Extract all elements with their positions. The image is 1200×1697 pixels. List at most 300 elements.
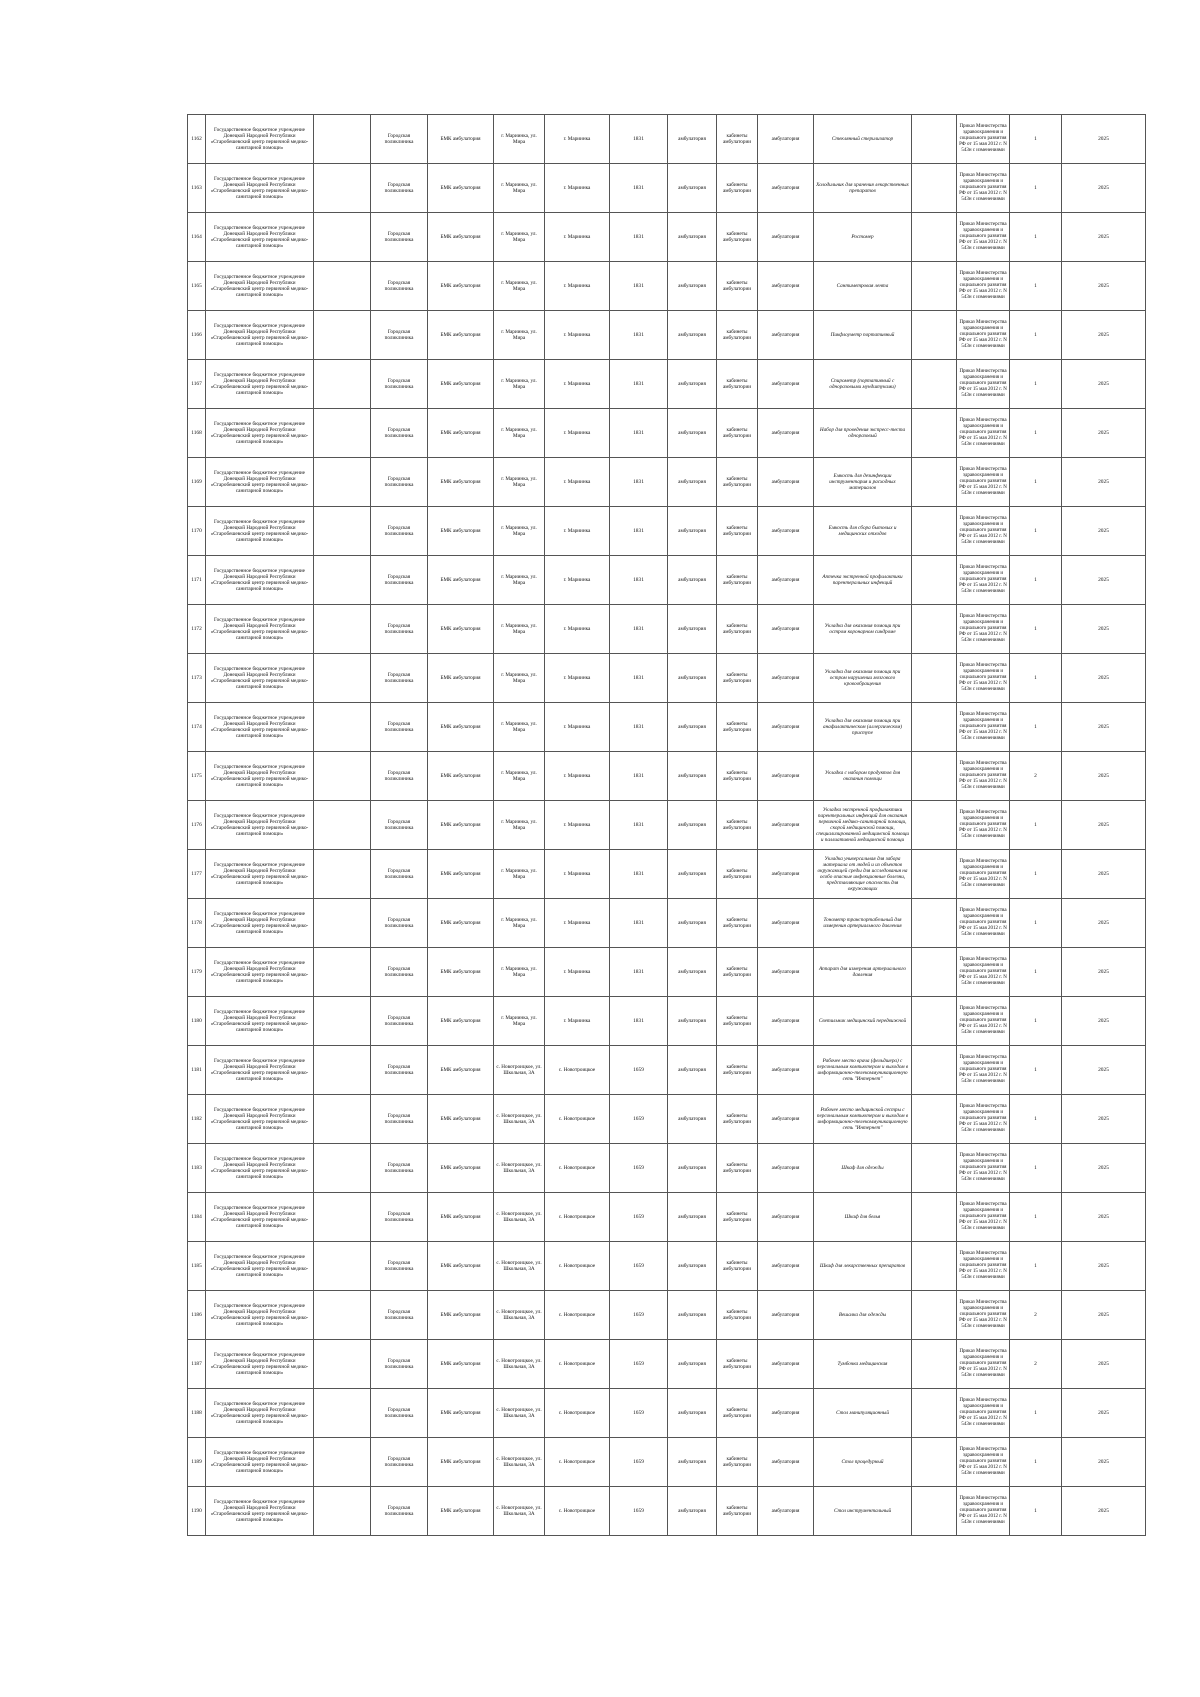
empty-cell — [314, 1144, 371, 1193]
locality-cell: г. Мариинка — [545, 801, 610, 850]
facility-type-cell: Городская поликлиника — [371, 1095, 428, 1144]
table-row — [188, 1340, 1146, 1389]
regulation-cell: Приказ Министерства здравоохранения и социального развития РФ от 15 мая 2012 г. N 543н с изменениями — [957, 409, 1010, 458]
quantity-cell: 1 — [1010, 1046, 1062, 1095]
empty-cell — [912, 115, 957, 164]
address-cell: г. Мариинка, ул. Мира — [494, 360, 545, 409]
locality-cell: с. Новотроицкое — [545, 1242, 610, 1291]
department-cell: амбулатория — [758, 1291, 814, 1340]
department-cell: амбулатория — [758, 948, 814, 997]
unit-cell: амбулатория — [668, 605, 717, 654]
organization-cell: Государственное бюджетное учреждение Донецкой Народной Республики «Старобешевский центр первичной медико-санитарной помощи» — [206, 164, 314, 213]
regulation-cell: Приказ Министерства здравоохранения и социального развития РФ от 15 мая 2012 г. N 543н с изменениями — [957, 752, 1010, 801]
year-cell: 2025 — [1062, 1095, 1146, 1144]
building-cell: БМК амбулатория — [428, 948, 494, 997]
rooms-cell: кабинеты амбулатории — [717, 311, 758, 360]
regulation-cell: Приказ Министерства здравоохранения и социального развития РФ от 15 мая 2012 г. N 543н с изменениями — [957, 1046, 1010, 1095]
organization-cell: Государственное бюджетное учреждение Донецкой Народной Республики «Старобешевский центр первичной медико-санитарной помощи» — [206, 1438, 314, 1487]
facility-type-cell: Городская поликлиника — [371, 507, 428, 556]
code-cell: 1831 — [610, 115, 668, 164]
locality-cell: г. Мариинка — [545, 115, 610, 164]
row-number-cell: 1186 — [188, 1291, 206, 1340]
locality-cell: г. Мариинка — [545, 360, 610, 409]
table-row — [188, 1487, 1146, 1536]
locality-cell: г. Мариинка — [545, 213, 610, 262]
table-row — [188, 311, 1146, 360]
empty-cell — [314, 1046, 371, 1095]
organization-cell: Государственное бюджетное учреждение Донецкой Народной Республики «Старобешевский центр первичной медико-санитарной помощи» — [206, 311, 314, 360]
facility-type-cell: Городская поликлиника — [371, 801, 428, 850]
code-cell: 1659 — [610, 1487, 668, 1536]
facility-type-cell: Городская поликлиника — [371, 311, 428, 360]
regulation-cell: Приказ Министерства здравоохранения и социального развития РФ от 15 мая 2012 г. N 543н с изменениями — [957, 507, 1010, 556]
equipment-name-cell: Укладка для оказания помощи при остром нарушении мозгового кровообращения — [814, 654, 912, 703]
quantity-cell: 1 — [1010, 1389, 1062, 1438]
equipment-name-cell: Укладка для оказания помощи при анафилактическом (аллергическом) приступе — [814, 703, 912, 752]
year-cell: 2025 — [1062, 703, 1146, 752]
equipment-name-cell: Набор для проведения экспресс-теста одноразовый — [814, 409, 912, 458]
table-row — [188, 1242, 1146, 1291]
equipment-name-cell: Шкаф для лекарственных препаратов — [814, 1242, 912, 1291]
locality-cell: с. Новотроицкое — [545, 1438, 610, 1487]
organization-cell: Государственное бюджетное учреждение Донецкой Народной Республики «Старобешевский центр первичной медико-санитарной помощи» — [206, 1242, 314, 1291]
code-cell: 1831 — [610, 409, 668, 458]
quantity-cell: 1 — [1010, 1438, 1062, 1487]
code-cell: 1659 — [610, 1193, 668, 1242]
table-row — [188, 115, 1146, 164]
rooms-cell: кабинеты амбулатории — [717, 801, 758, 850]
facility-type-cell: Городская поликлиника — [371, 605, 428, 654]
building-cell: БМК амбулатория — [428, 164, 494, 213]
unit-cell: амбулатория — [668, 1095, 717, 1144]
table-row — [188, 262, 1146, 311]
empty-cell — [912, 1487, 957, 1536]
organization-cell: Государственное бюджетное учреждение Донецкой Народной Республики «Старобешевский центр первичной медико-санитарной помощи» — [206, 458, 314, 507]
row-number-cell: 1181 — [188, 1046, 206, 1095]
building-cell: БМК амбулатория — [428, 752, 494, 801]
code-cell: 1831 — [610, 997, 668, 1046]
table-body — [188, 115, 1146, 1536]
row-number-cell: 1164 — [188, 213, 206, 262]
regulation-cell: Приказ Министерства здравоохранения и социального развития РФ от 15 мая 2012 г. N 543н с изменениями — [957, 1095, 1010, 1144]
year-cell: 2025 — [1062, 605, 1146, 654]
empty-cell — [912, 507, 957, 556]
building-cell: БМК амбулатория — [428, 899, 494, 948]
locality-cell: с. Новотроицкое — [545, 1046, 610, 1095]
empty-cell — [912, 213, 957, 262]
table-row — [188, 703, 1146, 752]
unit-cell: амбулатория — [668, 311, 717, 360]
department-cell: амбулатория — [758, 262, 814, 311]
department-cell: амбулатория — [758, 1487, 814, 1536]
empty-cell — [314, 1242, 371, 1291]
year-cell: 2025 — [1062, 1193, 1146, 1242]
rooms-cell: кабинеты амбулатории — [717, 115, 758, 164]
facility-type-cell: Городская поликлиника — [371, 262, 428, 311]
quantity-cell: 1 — [1010, 360, 1062, 409]
table-row — [188, 458, 1146, 507]
department-cell: амбулатория — [758, 458, 814, 507]
organization-cell: Государственное бюджетное учреждение Донецкой Народной Республики «Старобешевский центр первичной медико-санитарной помощи» — [206, 556, 314, 605]
quantity-cell: 1 — [1010, 997, 1062, 1046]
empty-cell — [912, 556, 957, 605]
equipment-name-cell: Емкость для сбора бытовых и медицинских отходов — [814, 507, 912, 556]
rooms-cell: кабинеты амбулатории — [717, 1193, 758, 1242]
building-cell: БМК амбулатория — [428, 1144, 494, 1193]
year-cell: 2025 — [1062, 458, 1146, 507]
locality-cell: с. Новотроицкое — [545, 1144, 610, 1193]
rooms-cell: кабинеты амбулатории — [717, 1438, 758, 1487]
empty-cell — [314, 556, 371, 605]
code-cell: 1831 — [610, 213, 668, 262]
regulation-cell: Приказ Министерства здравоохранения и социального развития РФ от 15 мая 2012 г. N 543н с изменениями — [957, 311, 1010, 360]
building-cell: БМК амбулатория — [428, 1340, 494, 1389]
unit-cell: амбулатория — [668, 1340, 717, 1389]
year-cell: 2025 — [1062, 262, 1146, 311]
unit-cell: амбулатория — [668, 507, 717, 556]
department-cell: амбулатория — [758, 801, 814, 850]
code-cell: 1831 — [610, 164, 668, 213]
row-number-cell: 1175 — [188, 752, 206, 801]
equipment-name-cell: Рабочее место медицинской сестры с персональным компьютером и выходом в информационно-телекоммуникационную сеть "Интернет" — [814, 1095, 912, 1144]
unit-cell: амбулатория — [668, 1144, 717, 1193]
empty-cell — [912, 1438, 957, 1487]
address-cell: г. Мариинка, ул. Мира — [494, 311, 545, 360]
quantity-cell: 1 — [1010, 311, 1062, 360]
code-cell: 1831 — [610, 899, 668, 948]
code-cell: 1831 — [610, 850, 668, 899]
organization-cell: Государственное бюджетное учреждение Донецкой Народной Республики «Старобешевский центр первичной медико-санитарной помощи» — [206, 899, 314, 948]
empty-cell — [314, 1095, 371, 1144]
locality-cell: г. Мариинка — [545, 850, 610, 899]
unit-cell: амбулатория — [668, 1193, 717, 1242]
rooms-cell: кабинеты амбулатории — [717, 1144, 758, 1193]
department-cell: амбулатория — [758, 409, 814, 458]
department-cell: амбулатория — [758, 703, 814, 752]
code-cell: 1659 — [610, 1340, 668, 1389]
facility-type-cell: Городская поликлиника — [371, 850, 428, 899]
quantity-cell: 1 — [1010, 507, 1062, 556]
quantity-cell: 1 — [1010, 213, 1062, 262]
building-cell: БМК амбулатория — [428, 507, 494, 556]
organization-cell: Государственное бюджетное учреждение Донецкой Народной Республики «Старобешевский центр первичной медико-санитарной помощи» — [206, 654, 314, 703]
empty-cell — [314, 801, 371, 850]
row-number-cell: 1167 — [188, 360, 206, 409]
department-cell: амбулатория — [758, 1340, 814, 1389]
organization-cell: Государственное бюджетное учреждение Донецкой Народной Республики «Старобешевский центр первичной медико-санитарной помощи» — [206, 1095, 314, 1144]
empty-cell — [314, 115, 371, 164]
rooms-cell: кабинеты амбулатории — [717, 262, 758, 311]
code-cell: 1831 — [610, 703, 668, 752]
empty-cell — [314, 654, 371, 703]
table-row — [188, 1291, 1146, 1340]
facility-type-cell: Городская поликлиника — [371, 213, 428, 262]
regulation-cell: Приказ Министерства здравоохранения и социального развития РФ от 15 мая 2012 г. N 543н с изменениями — [957, 115, 1010, 164]
empty-cell — [314, 850, 371, 899]
row-number-cell: 1182 — [188, 1095, 206, 1144]
year-cell: 2025 — [1062, 360, 1146, 409]
address-cell: с. Новотроицкое, ул. Школьная, 3А — [494, 1291, 545, 1340]
row-number-cell: 1188 — [188, 1389, 206, 1438]
table-row — [188, 1389, 1146, 1438]
building-cell: БМК амбулатория — [428, 605, 494, 654]
code-cell: 1659 — [610, 1046, 668, 1095]
department-cell: амбулатория — [758, 752, 814, 801]
facility-type-cell: Городская поликлиника — [371, 997, 428, 1046]
rooms-cell: кабинеты амбулатории — [717, 1487, 758, 1536]
quantity-cell: 1 — [1010, 262, 1062, 311]
table-row — [188, 360, 1146, 409]
organization-cell: Государственное бюджетное учреждение Донецкой Народной Республики «Старобешевский центр первичной медико-санитарной помощи» — [206, 213, 314, 262]
empty-cell — [912, 752, 957, 801]
locality-cell: г. Мариинка — [545, 948, 610, 997]
year-cell: 2025 — [1062, 948, 1146, 997]
empty-cell — [314, 605, 371, 654]
empty-cell — [912, 409, 957, 458]
department-cell: амбулатория — [758, 654, 814, 703]
organization-cell: Государственное бюджетное учреждение Донецкой Народной Республики «Старобешевский центр первичной медико-санитарной помощи» — [206, 801, 314, 850]
department-cell: амбулатория — [758, 605, 814, 654]
table-row — [188, 1046, 1146, 1095]
year-cell: 2025 — [1062, 654, 1146, 703]
empty-cell — [912, 1242, 957, 1291]
address-cell: г. Мариинка, ул. Мира — [494, 703, 545, 752]
equipment-name-cell: Шкаф для одежды — [814, 1144, 912, 1193]
equipment-name-cell: Вешалка для одежды — [814, 1291, 912, 1340]
table-row — [188, 409, 1146, 458]
locality-cell: с. Новотроицкое — [545, 1340, 610, 1389]
address-cell: г. Мариинка, ул. Мира — [494, 164, 545, 213]
code-cell: 1831 — [610, 458, 668, 507]
organization-cell: Государственное бюджетное учреждение Донецкой Народной Республики «Старобешевский центр первичной медико-санитарной помощи» — [206, 605, 314, 654]
department-cell: амбулатория — [758, 1095, 814, 1144]
organization-cell: Государственное бюджетное учреждение Донецкой Народной Республики «Старобешевский центр первичной медико-санитарной помощи» — [206, 1144, 314, 1193]
unit-cell: амбулатория — [668, 1487, 717, 1536]
building-cell: БМК амбулатория — [428, 1291, 494, 1340]
locality-cell: г. Мариинка — [545, 899, 610, 948]
organization-cell: Государственное бюджетное учреждение Донецкой Народной Республики «Старобешевский центр первичной медико-санитарной помощи» — [206, 997, 314, 1046]
empty-cell — [912, 458, 957, 507]
unit-cell: амбулатория — [668, 899, 717, 948]
empty-cell — [314, 1193, 371, 1242]
row-number-cell: 1179 — [188, 948, 206, 997]
organization-cell: Государственное бюджетное учреждение Донецкой Народной Республики «Старобешевский центр первичной медико-санитарной помощи» — [206, 1487, 314, 1536]
unit-cell: амбулатория — [668, 801, 717, 850]
quantity-cell: 2 — [1010, 752, 1062, 801]
unit-cell: амбулатория — [668, 1438, 717, 1487]
organization-cell: Государственное бюджетное учреждение Донецкой Народной Республики «Старобешевский центр первичной медико-санитарной помощи» — [206, 1389, 314, 1438]
unit-cell: амбулатория — [668, 262, 717, 311]
quantity-cell: 1 — [1010, 1193, 1062, 1242]
equipment-name-cell: Тонометр транспортабельный для измерения артериального давления — [814, 899, 912, 948]
building-cell: БМК амбулатория — [428, 1242, 494, 1291]
empty-cell — [314, 948, 371, 997]
rooms-cell: кабинеты амбулатории — [717, 997, 758, 1046]
table-row — [188, 1144, 1146, 1193]
row-number-cell: 1184 — [188, 1193, 206, 1242]
department-cell: амбулатория — [758, 1242, 814, 1291]
unit-cell: амбулатория — [668, 556, 717, 605]
regulation-cell: Приказ Министерства здравоохранения и социального развития РФ от 15 мая 2012 г. N 543н с изменениями — [957, 1291, 1010, 1340]
facility-type-cell: Городская поликлиника — [371, 1340, 428, 1389]
empty-cell — [314, 1487, 371, 1536]
regulation-cell: Приказ Министерства здравоохранения и социального развития РФ от 15 мая 2012 г. N 543н с изменениями — [957, 1487, 1010, 1536]
department-cell: амбулатория — [758, 556, 814, 605]
equipment-table — [187, 114, 1146, 1536]
quantity-cell: 1 — [1010, 801, 1062, 850]
rooms-cell: кабинеты амбулатории — [717, 1389, 758, 1438]
facility-type-cell: Городская поликлиника — [371, 409, 428, 458]
organization-cell: Государственное бюджетное учреждение Донецкой Народной Республики «Старобешевский центр первичной медико-санитарной помощи» — [206, 850, 314, 899]
rooms-cell: кабинеты амбулатории — [717, 1095, 758, 1144]
empty-cell — [912, 1340, 957, 1389]
facility-type-cell: Городская поликлиника — [371, 360, 428, 409]
address-cell: г. Мариинка, ул. Мира — [494, 654, 545, 703]
empty-cell — [912, 1291, 957, 1340]
facility-type-cell: Городская поликлиника — [371, 556, 428, 605]
organization-cell: Государственное бюджетное учреждение Донецкой Народной Республики «Старобешевский центр первичной медико-санитарной помощи» — [206, 1193, 314, 1242]
code-cell: 1831 — [610, 948, 668, 997]
building-cell: БМК амбулатория — [428, 213, 494, 262]
locality-cell: г. Мариинка — [545, 507, 610, 556]
facility-type-cell: Городская поликлиника — [371, 948, 428, 997]
code-cell: 1831 — [610, 311, 668, 360]
facility-type-cell: Городская поликлиника — [371, 1389, 428, 1438]
address-cell: г. Мариинка, ул. Мира — [494, 458, 545, 507]
equipment-name-cell: Тумбочка медицинская — [814, 1340, 912, 1389]
rooms-cell: кабинеты амбулатории — [717, 948, 758, 997]
year-cell: 2025 — [1062, 556, 1146, 605]
building-cell: БМК амбулатория — [428, 311, 494, 360]
code-cell: 1831 — [610, 752, 668, 801]
empty-cell — [912, 654, 957, 703]
building-cell: БМК амбулатория — [428, 1046, 494, 1095]
row-number-cell: 1176 — [188, 801, 206, 850]
row-number-cell: 1169 — [188, 458, 206, 507]
address-cell: г. Мариинка, ул. Мира — [494, 409, 545, 458]
locality-cell: г. Мариинка — [545, 262, 610, 311]
year-cell: 2025 — [1062, 213, 1146, 262]
regulation-cell: Приказ Министерства здравоохранения и социального развития РФ от 15 мая 2012 г. N 543н с изменениями — [957, 654, 1010, 703]
regulation-cell: Приказ Министерства здравоохранения и социального развития РФ от 15 мая 2012 г. N 543н с изменениями — [957, 458, 1010, 507]
empty-cell — [314, 507, 371, 556]
empty-cell — [314, 1291, 371, 1340]
table-row — [188, 164, 1146, 213]
facility-type-cell: Городская поликлиника — [371, 654, 428, 703]
empty-cell — [912, 899, 957, 948]
address-cell: г. Мариинка, ул. Мира — [494, 801, 545, 850]
empty-cell — [314, 360, 371, 409]
table-row — [188, 556, 1146, 605]
row-number-cell: 1173 — [188, 654, 206, 703]
organization-cell: Государственное бюджетное учреждение Донецкой Народной Республики «Старобешевский центр первичной медико-санитарной помощи» — [206, 507, 314, 556]
unit-cell: амбулатория — [668, 1242, 717, 1291]
quantity-cell: 1 — [1010, 605, 1062, 654]
building-cell: БМК амбулатория — [428, 1095, 494, 1144]
regulation-cell: Приказ Министерства здравоохранения и социального развития РФ от 15 мая 2012 г. N 543н с изменениями — [957, 1340, 1010, 1389]
quantity-cell: 1 — [1010, 850, 1062, 899]
table-row — [188, 1438, 1146, 1487]
department-cell: амбулатория — [758, 997, 814, 1046]
facility-type-cell: Городская поликлиника — [371, 1291, 428, 1340]
building-cell: БМК амбулатория — [428, 1487, 494, 1536]
quantity-cell: 1 — [1010, 1095, 1062, 1144]
unit-cell: амбулатория — [668, 1291, 717, 1340]
empty-cell — [314, 997, 371, 1046]
empty-cell — [314, 899, 371, 948]
facility-type-cell: Городская поликлиника — [371, 752, 428, 801]
empty-cell — [912, 311, 957, 360]
facility-type-cell: Городская поликлиника — [371, 899, 428, 948]
building-cell: БМК амбулатория — [428, 556, 494, 605]
row-number-cell: 1165 — [188, 262, 206, 311]
unit-cell: амбулатория — [668, 850, 717, 899]
locality-cell: с. Новотроицкое — [545, 1487, 610, 1536]
equipment-name-cell: Укладка с набором продуктов для оказания помощи — [814, 752, 912, 801]
address-cell: г. Мариинка, ул. Мира — [494, 948, 545, 997]
row-number-cell: 1180 — [188, 997, 206, 1046]
code-cell: 1831 — [610, 605, 668, 654]
quantity-cell: 1 — [1010, 556, 1062, 605]
equipment-name-cell: Шкаф для белья — [814, 1193, 912, 1242]
quantity-cell: 1 — [1010, 115, 1062, 164]
locality-cell: г. Мариинка — [545, 311, 610, 360]
organization-cell: Государственное бюджетное учреждение Донецкой Народной Республики «Старобешевский центр первичной медико-санитарной помощи» — [206, 115, 314, 164]
organization-cell: Государственное бюджетное учреждение Донецкой Народной Республики «Старобешевский центр первичной медико-санитарной помощи» — [206, 360, 314, 409]
code-cell: 1831 — [610, 801, 668, 850]
department-cell: амбулатория — [758, 213, 814, 262]
row-number-cell: 1190 — [188, 1487, 206, 1536]
empty-cell — [912, 1193, 957, 1242]
row-number-cell: 1162 — [188, 115, 206, 164]
unit-cell: амбулатория — [668, 360, 717, 409]
rooms-cell: кабинеты амбулатории — [717, 458, 758, 507]
organization-cell: Государственное бюджетное учреждение Донецкой Народной Республики «Старобешевский центр первичной медико-санитарной помощи» — [206, 1291, 314, 1340]
facility-type-cell: Городская поликлиника — [371, 458, 428, 507]
locality-cell: с. Новотроицкое — [545, 1389, 610, 1438]
rooms-cell: кабинеты амбулатории — [717, 1046, 758, 1095]
code-cell: 1659 — [610, 1242, 668, 1291]
quantity-cell: 1 — [1010, 899, 1062, 948]
empty-cell — [314, 458, 371, 507]
department-cell: амбулатория — [758, 360, 814, 409]
department-cell: амбулатория — [758, 164, 814, 213]
department-cell: амбулатория — [758, 1389, 814, 1438]
regulation-cell: Приказ Министерства здравоохранения и социального развития РФ от 15 мая 2012 г. N 543н с изменениями — [957, 605, 1010, 654]
rooms-cell: кабинеты амбулатории — [717, 752, 758, 801]
empty-cell — [314, 262, 371, 311]
regulation-cell: Приказ Министерства здравоохранения и социального развития РФ от 15 мая 2012 г. N 543н с изменениями — [957, 801, 1010, 850]
department-cell: амбулатория — [758, 1438, 814, 1487]
organization-cell: Государственное бюджетное учреждение Донецкой Народной Республики «Старобешевский центр первичной медико-санитарной помощи» — [206, 948, 314, 997]
quantity-cell: 2 — [1010, 1291, 1062, 1340]
address-cell: с. Новотроицкое, ул. Школьная, 3А — [494, 1242, 545, 1291]
code-cell: 1831 — [610, 556, 668, 605]
equipment-name-cell: Спирометр (портативный с одноразовыми мундштуками) — [814, 360, 912, 409]
address-cell: с. Новотроицкое, ул. Школьная, 3А — [494, 1340, 545, 1389]
table-row — [188, 213, 1146, 262]
empty-cell — [912, 948, 957, 997]
row-number-cell: 1183 — [188, 1144, 206, 1193]
address-cell: г. Мариинка, ул. Мира — [494, 507, 545, 556]
year-cell: 2025 — [1062, 1144, 1146, 1193]
row-number-cell: 1168 — [188, 409, 206, 458]
regulation-cell: Приказ Министерства здравоохранения и социального развития РФ от 15 мая 2012 г. N 543н с изменениями — [957, 164, 1010, 213]
empty-cell — [314, 311, 371, 360]
empty-cell — [314, 409, 371, 458]
table-row — [188, 801, 1146, 850]
table-row — [188, 1193, 1146, 1242]
